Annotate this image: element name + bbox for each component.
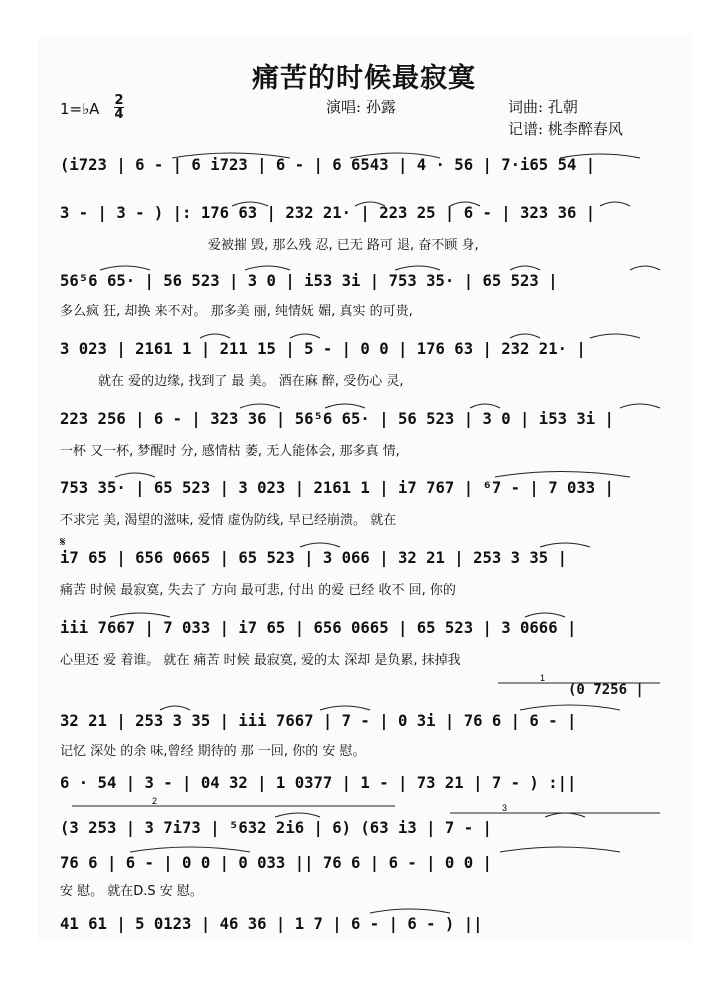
lyrics-row-4: 就在 爱的边缘, 找到了 最 美。 酒在麻 醉, 受伤心 灵, xyxy=(98,374,404,389)
lyrics-row-2: 爱被摧 毁, 那么残 忍, 已无 路可 退, 奋不顾 身, xyxy=(208,238,479,253)
key-signature: 1=♭A xyxy=(60,100,100,118)
slur-mark xyxy=(320,706,370,710)
slur-mark xyxy=(130,847,250,852)
slur-mark xyxy=(470,404,500,408)
slur-mark xyxy=(630,266,660,270)
slur-mark xyxy=(590,334,640,338)
slur-mark xyxy=(275,813,320,817)
notation-row-8: iii 7667 | 7 033 | i7 65 | 656 0665 | 65 523 | 3 0666 | xyxy=(60,619,577,637)
lyrics-row-7: 痛苦 时候 最寂寞, 失去了 方向 最可悲, 付出 的爱 已经 收不 回, 你的 xyxy=(60,583,456,598)
notation-row-10: 6 · 54 | 3 - | 04 32 | 1 0377 | 1 - | 73 21 | 7 - ) :|| xyxy=(60,774,577,792)
slur-mark xyxy=(232,202,268,206)
volta-number-3: 3 xyxy=(502,803,508,813)
notation-row-5: 223 256 | 6 - | 323 36 | 56⁵6 65· | 56 523 | 3 0 | i53 3i | xyxy=(60,410,614,428)
slur-mark xyxy=(100,266,150,270)
slur-mark xyxy=(350,153,440,158)
notation-row-2: 3 - | 3 - ) |: 176 63 | 232 21· | 223 25 | 6 - | 323 36 | xyxy=(60,204,596,222)
notation-row-1: (i723 | 6 - | 6 i723 | 6 - | 6 6543 | 4 · 56 | 7·i65 54 | xyxy=(60,156,596,174)
lyrics-row-6: 不求完 美, 渴望的滋味, 爱情 虚伪防线, 早已经崩溃。 就在 xyxy=(60,513,397,528)
slur-mark xyxy=(545,813,585,817)
segno-sign: 𝄋 xyxy=(60,535,66,550)
slur-mark xyxy=(110,613,170,617)
notation-row-13: 41 61 | 5 0123 | 46 36 | 1 7 | 6 - | 6 - ) || xyxy=(60,915,483,933)
slur-mark xyxy=(510,266,540,270)
notation-row-6: 753 35· | 65 523 | 3 023 | 2161 1 | i7 767 | ⁶7 - | 7 033 | xyxy=(60,479,614,497)
slur-mark xyxy=(540,543,590,547)
slur-mark xyxy=(395,266,440,270)
lyrics-row-8: 心里还 爱 着谁。 就在 痛苦 时候 最寂寞, 爱的太 深却 是负累, 抹掉我 xyxy=(60,653,461,668)
time-signature-top: 2 xyxy=(114,93,124,108)
slur-mark xyxy=(325,404,365,408)
notation-row-7: i7 65 | 656 0665 | 65 523 | 3 066 | 32 21 | 253 3 35 | xyxy=(60,549,567,567)
notation-row-ending-pickup: (0 7256 | xyxy=(568,682,644,698)
notation-row-12: 76 6 | 6 - | 0 0 | 0 033 || 76 6 | 6 - | 0 0 | xyxy=(60,854,492,872)
slur-mark xyxy=(300,543,340,547)
slur-mark xyxy=(172,153,290,158)
volta-number-2: 2 xyxy=(152,796,158,806)
notation-row-9: 32 21 | 253 3 35 | iii 7667 | 7 - | 0 3i | 76 6 | 6 - | xyxy=(60,712,577,730)
notation-row-11: (3 253 | 3 7i73 | ⁵632 2i6 | 6) (63 i3 | 7 - | xyxy=(60,819,492,837)
notation-row-3: 56⁵6 65· | 56 523 | 3 0 | i53 3i | 753 35· | 65 523 | xyxy=(60,272,558,290)
slur-mark xyxy=(370,909,450,913)
slur-mark xyxy=(495,472,630,478)
singer-credit: 演唱: 孙露 xyxy=(326,98,396,116)
slur-mark xyxy=(500,847,620,852)
lyrics-row-12: 安 慰。 就在D.S 安 慰。 xyxy=(60,884,203,899)
composer-credit: 词曲: 孔朝 xyxy=(508,98,578,116)
slur-mark xyxy=(240,404,280,408)
slur-mark xyxy=(520,705,620,710)
slur-mark xyxy=(290,334,320,338)
slur-mark xyxy=(355,202,385,206)
slur-mark xyxy=(510,334,540,338)
lyrics-row-9: 记忆 深处 的余 味,曾经 期待的 那 一回, 你的 安 慰。 xyxy=(60,744,366,759)
slur-mark xyxy=(450,202,480,206)
song-title: 痛苦的时候最寂寞 xyxy=(252,63,476,94)
slur-mark xyxy=(200,334,230,338)
lyrics-row-5: 一杯 又一杯, 梦醒时 分, 感情枯 萎, 无人能体会, 那多真 情, xyxy=(60,444,400,459)
volta-number-1: 1 xyxy=(540,673,546,683)
notation-row-4: 3 023 | 2161 1 | 211 15 | 5 - | 0 0 | 176 63 | 232 21· | xyxy=(60,340,586,358)
slur-mark xyxy=(620,404,660,408)
slur-mark xyxy=(600,202,630,206)
slur-mark xyxy=(245,266,290,270)
transcriber-credit: 记谱: 桃李醉春风 xyxy=(508,120,623,138)
slur-mark xyxy=(560,154,640,158)
slur-mark xyxy=(525,613,565,617)
slur-mark xyxy=(160,706,190,710)
slur-mark xyxy=(115,473,155,477)
time-signature-bottom: 4 xyxy=(114,107,124,122)
lyrics-row-3: 多么疯 狂, 却换 来不对。 那多美 丽, 纯情妩 媚, 真实 的可贵, xyxy=(60,304,413,319)
